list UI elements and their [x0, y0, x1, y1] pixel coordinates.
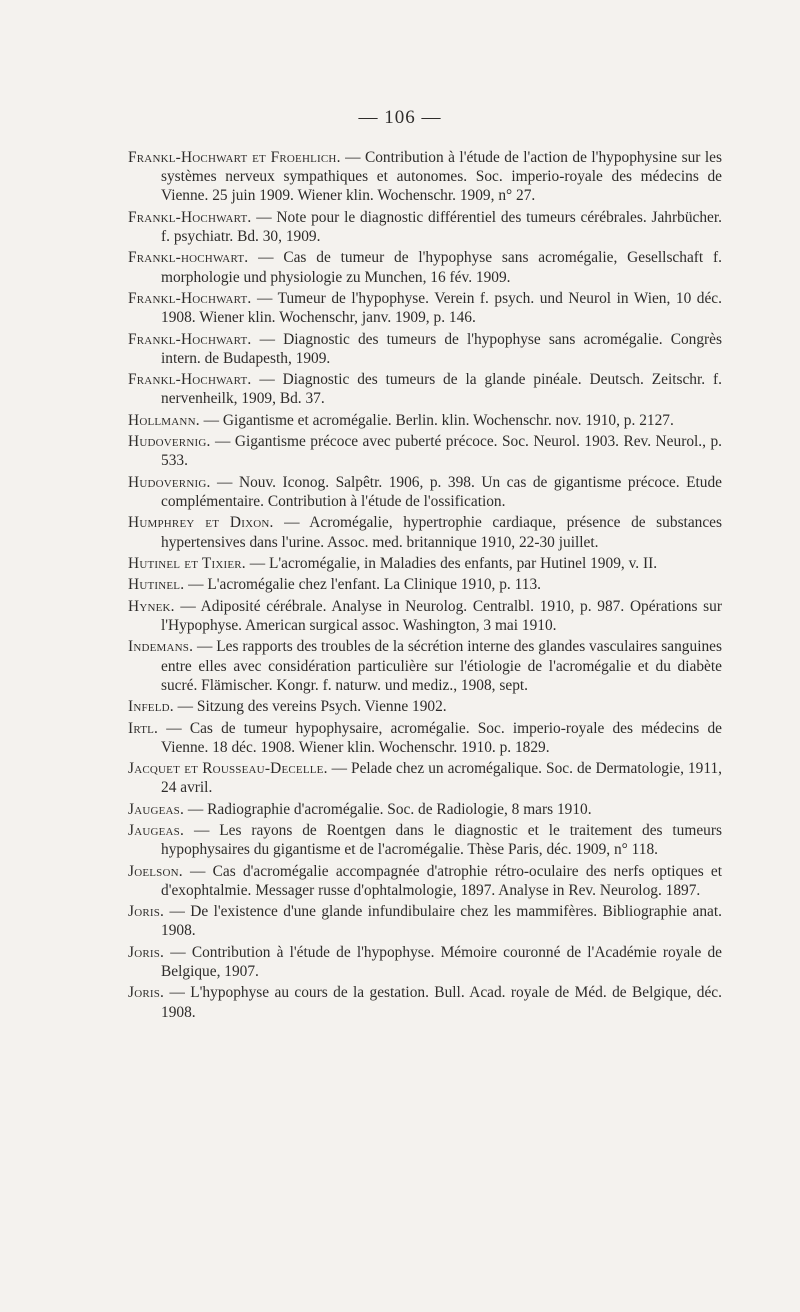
entry-text: — Les rayons de Roentgen dans le diagnostic et le traitement des tumeurs hypophysaires du gigantisme et de l'acromégalie. Thèse Paris, déc. 1909, n° 118. — [161, 822, 722, 859]
bibliography-entry — [128, 759, 722, 797]
entry-text: — Cas d'acromégalie accompagnée d'atrophie rétro-oculaire des nerfs optiques et d'exophtalmie. Messager russe d'ophtalmologie, 1897. Analyse in Rev. Neurolog. 1897. — [161, 862, 722, 899]
entry-text: — Gigantisme et acromégalie. Berlin. klin. Wochenschr. nov. 1910, p. 2127. — [199, 411, 674, 429]
bibliography-list — [128, 148, 722, 1024]
entry-author: Jacquet et Rousseau-Decelle. — [128, 760, 328, 778]
entry-text: — Cas de tumeur hypophysaire, acromégalie. Soc. imperio-royale des médecins de Vienne. 18 déc. 1908. Wiener klin. Wochenschr. 1910. p. 1829. — [158, 719, 722, 756]
entry-author: Hudovernig. — [128, 473, 211, 491]
entry-author: Jaugeas. — [128, 800, 185, 818]
entry-text: — Les rapports des troubles de la sécrétion interne des glandes vasculaires sanguines entre elles avec considération particulière sur l'étiologie de l'acromégalie et du diabète sucré. Flämischer. Kongr. f. naturw. und mediz., 1908, sept. — [161, 638, 722, 694]
entry-text: — L'acromégalie chez l'enfant. La Clinique 1910, p. 113. — [184, 576, 541, 594]
entry-text: — Pelade chez un acromégalique. Soc. de Dermatologie, 1911, 24 avril. — [161, 760, 722, 797]
bibliography-entry — [128, 719, 722, 757]
entry-author: Frankl-Hochwart. — [128, 371, 252, 389]
entry-text: — Sitzung des vereins Psych. Vienne 1902. — [173, 698, 447, 716]
entry-author: Frankl-Hochwart. — [128, 289, 252, 307]
entry-author: Joris. — [128, 943, 165, 961]
bibliography-entry — [128, 289, 722, 327]
bibliography-entry — [128, 473, 722, 511]
bibliography-entry — [128, 902, 722, 940]
entry-author: Hynek. — [128, 597, 175, 615]
entry-author: Infeld. — [128, 698, 174, 716]
entry-text: — Note pour le diagnostic différentiel des tumeurs cérébrales. Jahrbücher. f. psychiatr. Bd. 30, 1909. — [161, 208, 722, 245]
entry-text: — Gigantisme précoce avec puberté précoce. Soc. Neurol. 1903. Rev. Neurol., p. 533. — [161, 433, 722, 470]
entry-author: Humphrey et Dixon. — [128, 514, 274, 532]
entry-author: Frankl-Hochwart. — [128, 330, 252, 348]
entry-author: Indemans. — [128, 638, 194, 656]
bibliography-entry — [128, 637, 722, 695]
bibliography-entry — [128, 575, 722, 594]
entry-author: Hollmann. — [128, 411, 200, 429]
entry-text: — De l'existence d'une glande infundibulaire chez les mammifères. Bibliographie anat. 1908. — [161, 903, 722, 940]
bibliography-entry — [128, 597, 722, 635]
entry-text: — Contribution à l'étude de l'hypophyse. Mémoire couronné de l'Académie royale de Belgique, 1907. — [161, 943, 722, 981]
entry-author: Joris. — [128, 984, 165, 1002]
bibliography-entry — [128, 330, 722, 368]
entry-author: Joris. — [128, 903, 165, 921]
bibliography-entry — [128, 208, 722, 246]
bibliography-entry — [128, 862, 722, 900]
entry-text: — Adiposité cérébrale. Analyse in Neurolog. Centralbl. 1910, p. 987. Opérations sur l'Hypophyse. American surgical assoc. Washington, 3 mai 1910. — [161, 597, 722, 634]
entry-text: — Tumeur de l'hypophyse. Verein f. psych. und Neurol in Wien, 10 déc. 1908. Wiener klin. Wochenschr, janv. 1909, p. 146. — [161, 289, 722, 327]
bibliography-entry — [128, 800, 722, 819]
bibliography-entry — [128, 411, 722, 430]
bibliography-entry — [128, 697, 722, 716]
entry-text: — Contribution à l'étude de l'action de l'hypophysine sur les systèmes nerveux sympathiques et autonomes. Soc. imperio-royale des médecins de Vienne. 25 juin 1909. Wiener klin. Wochenschr. 1909, n° 27. — [161, 149, 722, 205]
entry-text: — Nouv. Iconog. Salpêtr. 1906, p. 398. Un cas de gigantisme précoce. Etude complémentaire. Contribution à l'étude de l'ossification. — [161, 473, 722, 510]
entry-text: — L'acromégalie, in Maladies des enfants, par Hutinel 1909, v. II. — [245, 554, 658, 572]
bibliography-entry — [128, 554, 722, 573]
bibliography-entry — [128, 821, 722, 859]
entry-text: — Diagnostic des tumeurs de la glande pinéale. Deutsch. Zeitschr. f. nervenheilk, 1909, Bd. 37. — [161, 371, 722, 408]
entry-text: — Acromégalie, hypertrophie cardiaque, présence de substances hypertensives dans l'urine. Assoc. med. britannique 1910, 22-30 juillet. — [161, 514, 723, 551]
entry-text: — Cas de tumeur de l'hypophyse sans acromégalie, Gesellschaft f. morphologie und physiologie zu Munchen, 16 fév. 1909. — [161, 249, 722, 286]
entry-text: — Radiographie d'acromégalie. Soc. de Radiologie, 8 mars 1910. — [184, 800, 592, 818]
entry-author: Jaugeas. — [128, 822, 185, 840]
bibliography-entry — [128, 943, 722, 981]
bibliography-entry — [128, 370, 722, 408]
entry-author: Hudovernig. — [128, 433, 211, 451]
entry-author: Hutinel. — [128, 576, 185, 594]
page-number: — 106 — — [358, 107, 442, 128]
entry-author: Frankl-Hochwart. — [128, 208, 252, 226]
bibliography-entry — [128, 248, 722, 286]
entry-author: Joelson. — [128, 862, 183, 880]
entry-text: — L'hypophyse au cours de la gestation. Bull. Acad. royale de Méd. de Belgique, déc. 1908. — [161, 984, 722, 1021]
bibliography-entry — [128, 983, 722, 1021]
entry-text: — Diagnostic des tumeurs de l'hypophyse sans acromégalie. Congrès intern. de Budapesth, 1909. — [161, 330, 722, 367]
entry-author: Hutinel et Tixier. — [128, 554, 246, 572]
bibliography-entry — [128, 513, 722, 551]
entry-author: Irtl. — [128, 719, 159, 737]
bibliography-entry — [128, 432, 722, 470]
entry-author: Frankl-hochwart. — [128, 249, 249, 267]
bibliography-entry — [128, 148, 722, 206]
entry-author: Frankl-Hochwart et Froehlich. — [128, 149, 341, 166]
